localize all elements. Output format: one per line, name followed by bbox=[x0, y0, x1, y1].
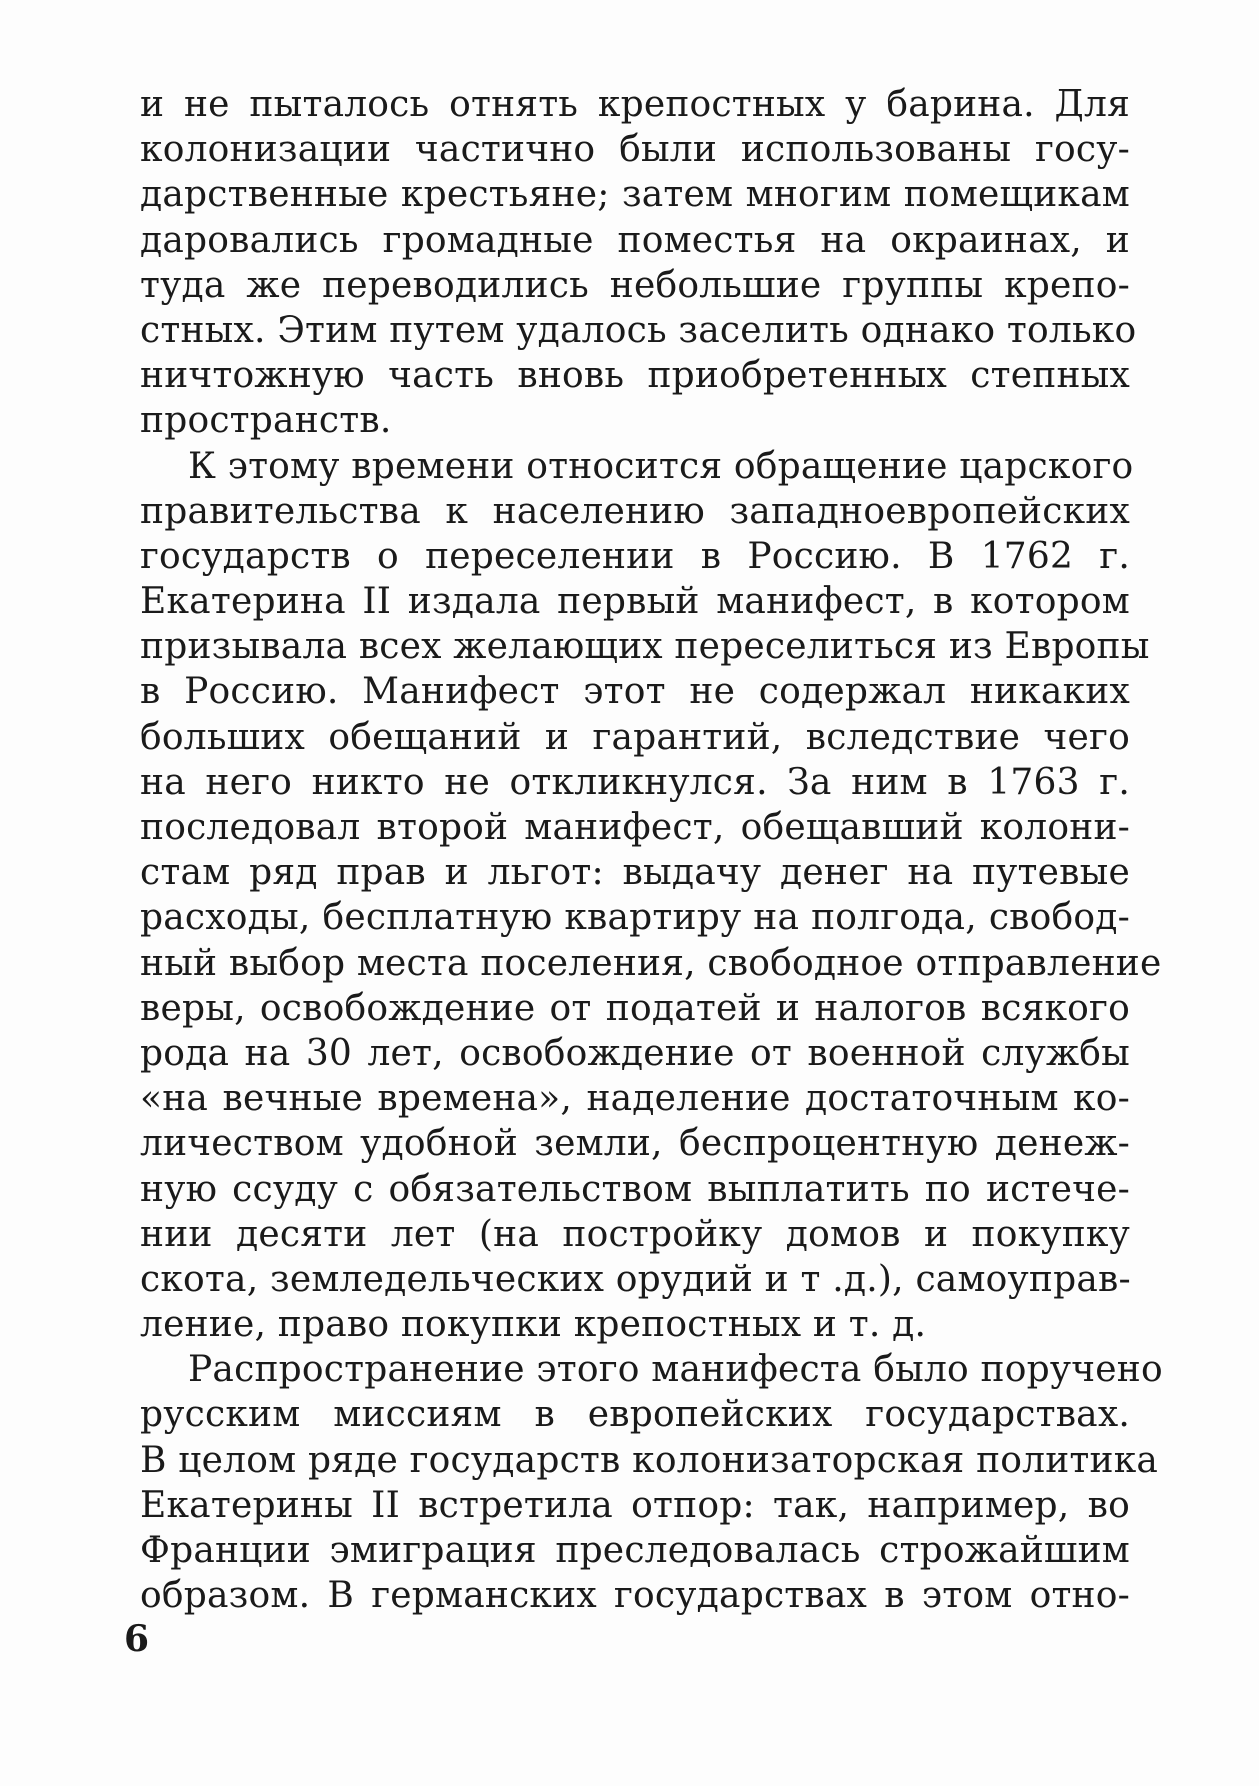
text-line: Франции эмиграция преследовалась строжайшим bbox=[140, 1530, 1130, 1571]
text-line: личеством удобной земли, беспроцентную денеж- bbox=[140, 1123, 1130, 1165]
text-line: русским миссиям в европейских государствах. bbox=[140, 1394, 1130, 1436]
text-line: Распространение этого манифеста было поручено bbox=[188, 1349, 1163, 1391]
text-line: больших обещаний и гарантий, вследствие чего bbox=[140, 716, 1130, 758]
text-line: стных. Этим путем удалось заселить однако только bbox=[140, 309, 1137, 351]
text-line: нии десяти лет (на постройку домов и покупку bbox=[140, 1213, 1130, 1255]
text-line: последовал второй манифест, обещавший колони- bbox=[140, 807, 1130, 848]
text-line: Екатерины II встретила отпор: так, например, во bbox=[140, 1484, 1130, 1526]
text-line: ление, право покупки крепостных и т. д. bbox=[140, 1304, 927, 1346]
text-line: В целом ряде государств колонизаторская политика bbox=[140, 1439, 1159, 1481]
text-line: стам ряд прав и льгот: выдачу денег на путевые bbox=[140, 852, 1130, 894]
text-line: «на вечные времена», наделение достаточным ко- bbox=[140, 1078, 1130, 1120]
text-line: веры, освобождение от податей и налогов всякого bbox=[140, 987, 1130, 1029]
text-line: Екатерина II издала первый манифест, в котором bbox=[140, 581, 1130, 623]
text-line: призывала всех желающих переселиться из Европы bbox=[140, 626, 1150, 668]
text-line: расходы, бесплатную квартиру на полгода, свобод- bbox=[140, 897, 1130, 939]
text-line: государств о переселении в Россию. В 1762 г. bbox=[140, 535, 1130, 577]
text-line: ничтожную часть вновь приобретенных степных bbox=[140, 355, 1130, 397]
text-line: К этому времени относится обращение царского bbox=[188, 445, 1134, 487]
text-line: туда же переводились небольшие группы крепо- bbox=[140, 264, 1130, 306]
text-line: рода на 30 лет, освобождение от военной службы bbox=[140, 1032, 1130, 1074]
body-text bbox=[140, 82, 1163, 1618]
text-line: правительства к населению западноевропейских bbox=[140, 490, 1130, 532]
text-line: на него никто не откликнулся. За ним в 1763 г. bbox=[140, 761, 1130, 803]
page-number: 6 bbox=[124, 1618, 150, 1660]
text-line: образом. В германских государствах в этом отно- bbox=[140, 1575, 1130, 1617]
text-line: ную ссуду с обязательством выплатить по истече- bbox=[140, 1168, 1130, 1210]
text-line: пространств. bbox=[140, 400, 392, 442]
text-line: колонизации частично были использованы госу- bbox=[140, 129, 1130, 171]
text-line: в Россию. Манифест этот не содержал никаких bbox=[140, 671, 1130, 713]
text-line: скота, земледельческих орудий и т .д.), самоуправ- bbox=[140, 1258, 1131, 1300]
text-line: даровались громадные поместья на окраинах, и bbox=[140, 219, 1130, 261]
text-line: ный выбор места поселения, свободное отправление bbox=[140, 942, 1162, 984]
text-line: и не пыталось отнять крепостных у барина. Для bbox=[140, 84, 1130, 125]
text-line: дарственные крестьяне; затем многим помещикам bbox=[140, 174, 1130, 216]
